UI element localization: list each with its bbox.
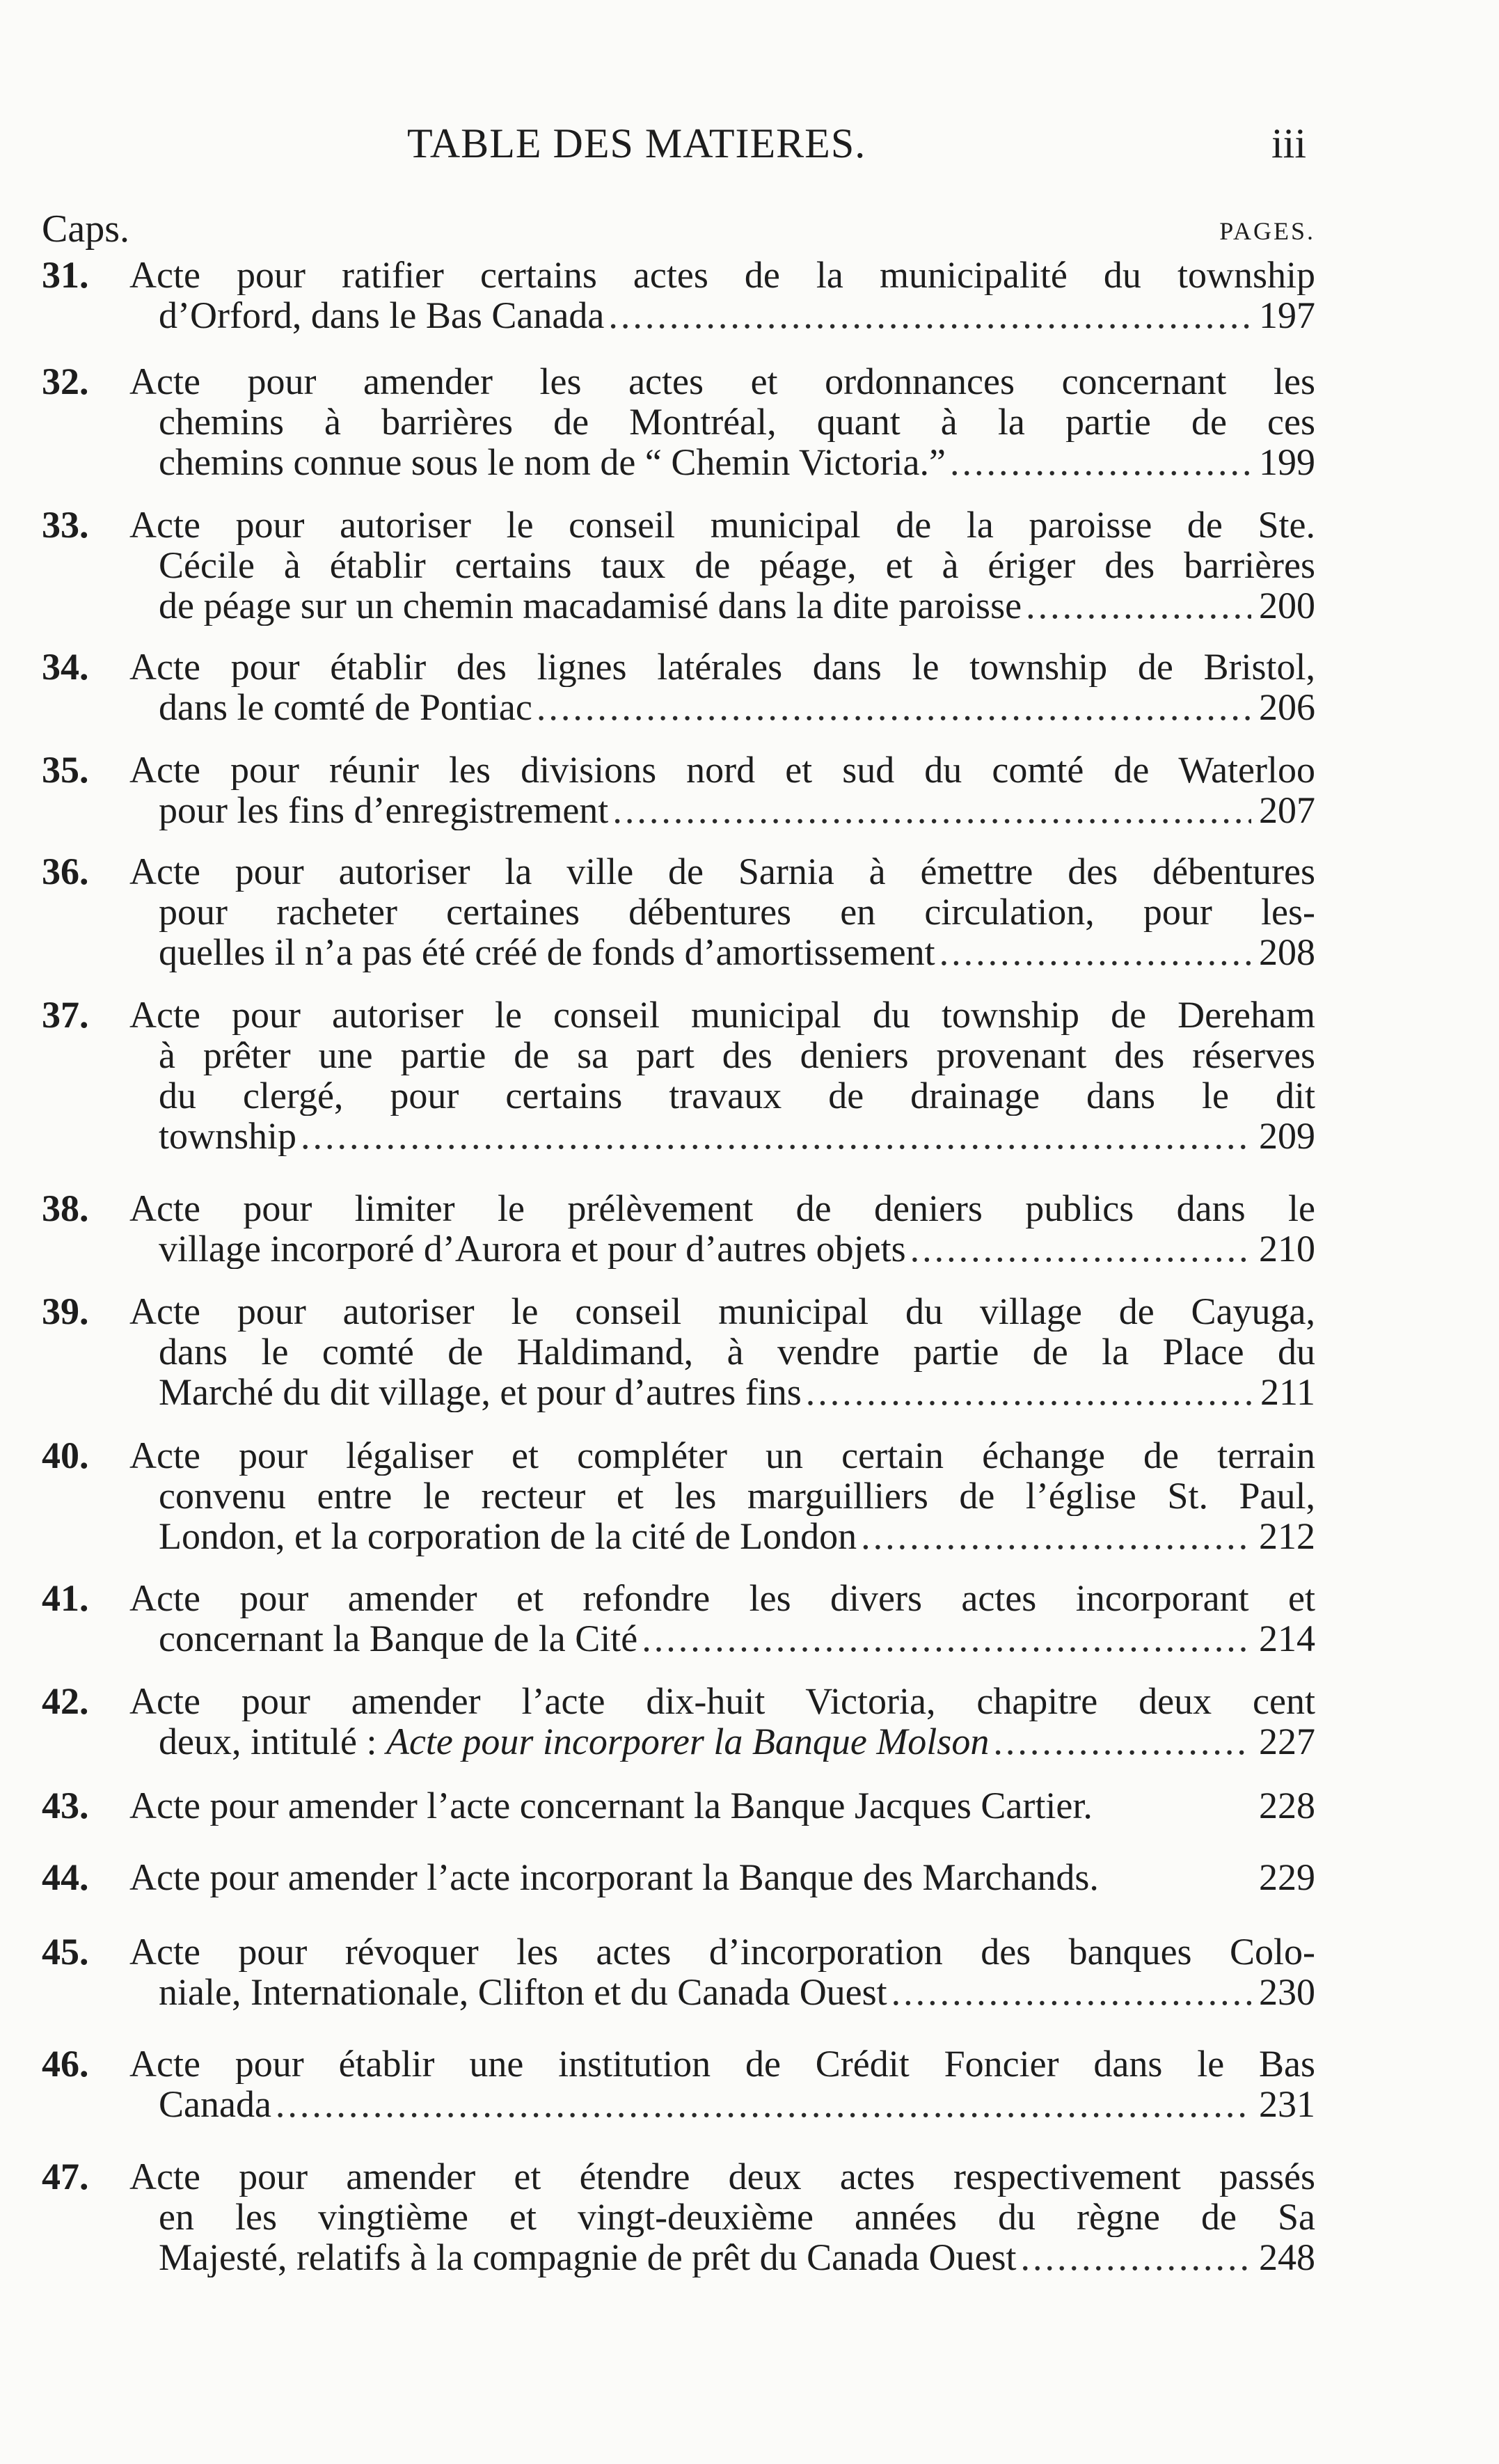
entry-last-line: [129, 1116, 1315, 1156]
chapter-number: 41.: [42, 1577, 89, 1619]
entry-last-line: [129, 1972, 1315, 2012]
entry-text: [129, 1681, 1315, 1762]
entry-text: [129, 995, 1315, 1156]
entry-line: niale, Internationale, Clifton et du Canada Ouest: [159, 1972, 887, 2012]
entry-line: Acte pour amender l’acte dix-huit Victoria, chapitre deux cent: [129, 1681, 1315, 1721]
chapter-number: 40.: [42, 1435, 89, 1476]
page-ref: 210: [1259, 1229, 1315, 1269]
entry-line: Acte pour autoriser la ville de Sarnia à émettre des débentures: [129, 851, 1315, 892]
entry-text: [129, 361, 1315, 482]
entry-single-line: [129, 1857, 1315, 1897]
entry-line: Acte pour réunir les divisions nord et sud du comté de Waterloo: [129, 750, 1315, 790]
chapter-number: 31.: [42, 254, 89, 296]
entry-line: concernant la Banque de la Cité: [159, 1618, 638, 1659]
entry-last-line: [129, 687, 1315, 727]
chapter-number: 43.: [42, 1785, 89, 1826]
chapter-number: 38.: [42, 1187, 89, 1229]
entry-line: Acte pour légaliser et compléter un certain échange de terrain: [129, 1435, 1315, 1476]
entry-line: Acte pour autoriser le conseil municipal de la paroisse de Ste.: [129, 505, 1315, 545]
page-ref: 228: [1259, 1785, 1315, 1826]
page-ref: 212: [1259, 1516, 1315, 1556]
entry-line: pour les fins d’enregistrement: [159, 790, 609, 830]
entry-line: dans le comté de Pontiac: [159, 687, 532, 727]
entry-last-line: [129, 790, 1315, 830]
entry-text: [129, 1578, 1315, 1659]
entry-text: [129, 1435, 1315, 1556]
dot-leader: [910, 1229, 1251, 1269]
entry-line: chemins à barrières de Montréal, quant à la partie de ces: [159, 402, 1315, 442]
entry-line: Acte pour amender l’acte concernant la Banque Jacques Cartier.: [129, 1785, 1093, 1826]
entry-line: dans le comté de Haldimand, à vendre partie de la Place du: [159, 1332, 1315, 1372]
entry-line-prefix: deux, intitulé :: [159, 1721, 386, 1762]
dot-leader: [642, 1618, 1251, 1659]
entry-line: en les vingtième et vingt-deuxième années du règne de Sa: [159, 2197, 1315, 2237]
chapter-number: 39.: [42, 1290, 89, 1332]
entry-text: [129, 2044, 1315, 2124]
page-ref: 207: [1259, 790, 1315, 830]
dot-leader: [537, 687, 1251, 727]
dot-leader: [301, 1116, 1251, 1156]
chapter-number: 47.: [42, 2156, 89, 2197]
entry-text: [129, 255, 1315, 335]
entry-line: Acte pour amender et refondre les divers actes incorporant et: [129, 1578, 1315, 1618]
entry-last-line: [129, 442, 1315, 482]
chapter-number: 44.: [42, 1856, 89, 1898]
entry-line: Acte pour amender et étendre deux actes respectivement passés: [129, 2156, 1315, 2197]
page-ref: 208: [1259, 932, 1315, 972]
chapter-number: 32.: [42, 361, 89, 402]
entry-line: village incorporé d’Aurora et pour d’autres objets: [159, 1229, 906, 1269]
page-ref: 229: [1259, 1857, 1315, 1897]
dot-leader: [1021, 2237, 1251, 2277]
page-ref: 248: [1259, 2237, 1315, 2277]
dot-leader: [891, 1972, 1251, 2012]
entry-single-line: [129, 1785, 1315, 1826]
entry-line: de péage sur un chemin macadamisé dans la dite paroisse: [159, 585, 1022, 626]
act-title-italic: Acte pour incorporer la Banque Molson: [386, 1721, 990, 1762]
entry-line: Marché du dit village, et pour d’autres fins: [159, 1372, 802, 1412]
chapter-number: 42.: [42, 1680, 89, 1722]
entry-line: quelles il n’a pas été créé de fonds d’amortissement: [159, 932, 935, 972]
entry-line: à prêter une partie de sa part des deniers provenant des réserves: [159, 1035, 1315, 1075]
page-ref: 197: [1259, 295, 1315, 335]
dot-leader: [608, 295, 1251, 335]
entry-line: pour racheter certaines débentures en circulation, pour les-: [159, 892, 1315, 932]
dot-leader: [939, 932, 1251, 972]
entry-line: Acte pour ratifier certains actes de la municipalité du township: [129, 255, 1315, 295]
entry-line: chemins connue sous le nom de “ Chemin Victoria.”: [159, 442, 946, 482]
running-head: [0, 120, 1499, 175]
dot-leader: [276, 2084, 1251, 2124]
entry-last-line: [129, 1372, 1315, 1412]
dot-leader: [861, 1516, 1251, 1556]
page-ref: 200: [1259, 585, 1315, 626]
page-ref: 206: [1259, 687, 1315, 727]
page-ref: 209: [1259, 1116, 1315, 1156]
entry-last-line: [129, 1229, 1315, 1269]
entry-line: d’Orford, dans le Bas Canada: [159, 295, 605, 335]
page-ref: 231: [1259, 2084, 1315, 2124]
page-number: iii: [1271, 120, 1307, 166]
entry-last-line: [129, 2084, 1315, 2124]
entry-text: [129, 1932, 1315, 2012]
entry-line: convenu entre le recteur et les marguilliers de l’église St. Paul,: [159, 1476, 1315, 1516]
entry-line: du clergé, pour certains travaux de drainage dans le dit: [159, 1075, 1315, 1116]
caps-column-label: Caps.: [42, 207, 129, 251]
dot-leader: [612, 790, 1251, 830]
entry-text: [129, 1291, 1315, 1412]
entry-line: Acte pour autoriser le conseil municipal du village de Cayuga,: [129, 1291, 1315, 1332]
page-ref: 199: [1259, 442, 1315, 482]
entry-last-line: [129, 1721, 1315, 1762]
dot-leader: [1026, 585, 1251, 626]
entry-text: [129, 647, 1315, 727]
dot-leader: [950, 442, 1251, 482]
entry-last-line: [129, 1618, 1315, 1659]
entry-text: [129, 750, 1315, 830]
entry-last-line: [129, 932, 1315, 972]
chapter-number: 45.: [42, 1931, 89, 1973]
column-headings: [42, 207, 1315, 255]
page-ref: 214: [1259, 1618, 1315, 1659]
entry-line: Acte pour autoriser le conseil municipal du township de Dereham: [129, 995, 1315, 1035]
page-ref: 230: [1259, 1972, 1315, 2012]
entry-line: Majesté, relatifs à la compagnie de prêt du Canada Ouest: [159, 2237, 1017, 2277]
entry-text: [129, 505, 1315, 626]
entry-line: Acte pour révoquer les actes d’incorporation des banques Colo-: [129, 1932, 1315, 1972]
entry-line: township: [159, 1116, 297, 1156]
entry-line: Acte pour amender l’acte incorporant la Banque des Marchands.: [129, 1857, 1099, 1897]
entry-line: London, et la corporation de la cité de London: [159, 1516, 857, 1556]
entry-last-line: [129, 1516, 1315, 1556]
entry-line: Acte pour limiter le prélèvement de deniers publics dans le: [129, 1188, 1315, 1229]
entry-line: Canada: [159, 2084, 271, 2124]
entry-text: [129, 851, 1315, 972]
entry-last-line: [129, 295, 1315, 335]
entry-line: Acte pour amender les actes et ordonnances concernant les: [129, 361, 1315, 402]
page-ref: 227: [1259, 1721, 1315, 1762]
pages-column-label: PAGES.: [1219, 217, 1315, 245]
chapter-number: 36.: [42, 851, 89, 892]
chapter-number: 35.: [42, 749, 89, 791]
page-ref: 211: [1260, 1372, 1315, 1412]
chapter-number: 34.: [42, 646, 89, 688]
entry-line: Acte pour établir une institution de Crédit Foncier dans le Bas: [129, 2044, 1315, 2084]
dot-leader: [806, 1372, 1251, 1412]
entry-line: Acte pour établir des lignes latérales dans le township de Bristol,: [129, 647, 1315, 687]
entry-last-line: [129, 2237, 1315, 2277]
entry-text: [129, 1785, 1315, 1826]
chapter-number: 37.: [42, 994, 89, 1036]
entry-text: [129, 2156, 1315, 2277]
entry-text: [129, 1857, 1315, 1897]
entry-line: Cécile à établir certains taux de péage, et à ériger des barrières: [159, 545, 1315, 585]
chapter-number: 46.: [42, 2043, 89, 2085]
entry-text: [129, 1188, 1315, 1269]
entry-last-line: [129, 585, 1315, 626]
page-title: TABLE DES MATIERES.: [407, 120, 866, 166]
dot-leader: [993, 1721, 1251, 1762]
chapter-number: 33.: [42, 504, 89, 546]
